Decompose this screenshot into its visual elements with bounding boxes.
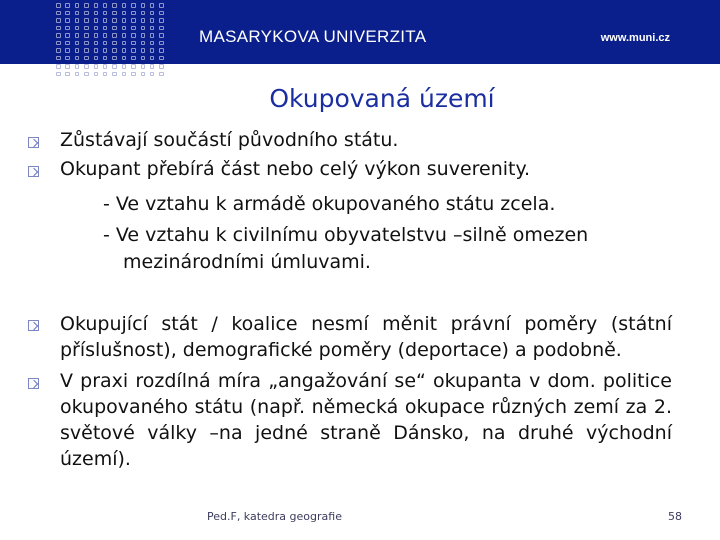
sub-item: - Ve vztahu k armádě okupovaného státu zcela.	[103, 193, 556, 215]
logo-dot	[75, 18, 80, 23]
logo-dot	[159, 41, 164, 46]
logo-dot	[141, 18, 146, 23]
logo-dot	[159, 64, 164, 69]
logo-dot	[112, 72, 117, 77]
sub-item-continuation: mezinárodními úmluvami.	[123, 251, 371, 273]
logo-dot	[150, 72, 155, 77]
logo-dot	[122, 26, 127, 31]
logo-dot	[112, 3, 117, 8]
logo-dot	[122, 33, 127, 38]
logo-dot	[84, 41, 89, 46]
logo-dot	[150, 41, 155, 46]
logo-dot	[131, 41, 136, 46]
logo-dot	[150, 3, 155, 8]
logo-dot	[56, 56, 61, 61]
paragraph: V praxi rozdílná míra „angažování se“ okupanta v dom. politice okupovaného státu (např. německá okupace různých zemí za 2. světové války –na jedné straně Dánsko, na druhé východní území).	[60, 370, 672, 470]
logo-dot	[159, 48, 164, 53]
logo-dot	[141, 56, 146, 61]
logo-dot	[131, 64, 136, 69]
logo-dot	[141, 64, 146, 69]
logo-dot	[94, 18, 99, 23]
bullet-icon	[28, 137, 39, 148]
logo-dot	[141, 72, 146, 77]
university-name: MASARYKOVA UNIVERZITA	[199, 27, 427, 46]
logo-dot	[94, 48, 99, 53]
logo-dot	[131, 56, 136, 61]
logo-dot	[103, 18, 108, 23]
logo-dot	[131, 26, 136, 31]
bullet-icon	[28, 166, 39, 177]
logo-dot	[122, 18, 127, 23]
bullet-text: Okupant přebírá část nebo celý výkon suverenity.	[60, 158, 531, 180]
logo-dot	[94, 26, 99, 31]
logo-dot	[131, 11, 136, 16]
logo-dot	[75, 33, 80, 38]
logo-dot	[159, 56, 164, 61]
logo-dot	[65, 33, 70, 38]
header-bar	[0, 0, 720, 64]
logo-dot	[94, 33, 99, 38]
logo-dot	[150, 26, 155, 31]
logo-dot	[65, 41, 70, 46]
logo-dot	[159, 3, 164, 8]
website-link[interactable]: www.muni.cz	[600, 32, 670, 44]
logo-dot	[84, 64, 89, 69]
logo-dot	[150, 11, 155, 16]
logo-dot	[131, 18, 136, 23]
logo-dot	[103, 56, 108, 61]
slide-title: Okupovaná území	[269, 84, 495, 113]
page-number: 58	[668, 510, 682, 523]
logo-dot	[75, 64, 80, 69]
logo-dot	[141, 48, 146, 53]
logo-dot	[122, 48, 127, 53]
logo-dot	[84, 48, 89, 53]
logo-dot	[65, 26, 70, 31]
logo-dot	[103, 41, 108, 46]
logo-dot	[103, 72, 108, 77]
logo-dot	[141, 26, 146, 31]
logo-dot	[56, 41, 61, 46]
logo-dot	[112, 26, 117, 31]
logo-dot	[75, 72, 80, 77]
logo-dot	[131, 72, 136, 77]
logo-dot-pattern-lower	[56, 64, 168, 78]
logo-dot	[131, 48, 136, 53]
logo-dot	[84, 56, 89, 61]
logo-dot	[56, 48, 61, 53]
footer-text: Ped.F, katedra geografie	[207, 510, 342, 523]
logo-dot	[56, 64, 61, 69]
logo-dot	[131, 3, 136, 8]
logo-dot	[112, 48, 117, 53]
logo-dot	[103, 48, 108, 53]
logo-dot	[75, 56, 80, 61]
bullet-icon	[28, 378, 39, 389]
logo-dot	[94, 72, 99, 77]
logo-dot	[65, 3, 70, 8]
logo-dot	[65, 18, 70, 23]
logo-dot	[75, 26, 80, 31]
logo-dot	[159, 26, 164, 31]
logo-dot	[84, 26, 89, 31]
logo-dot	[103, 26, 108, 31]
bullet-text: Zůstávají součástí původního státu.	[60, 129, 399, 151]
logo-dot	[65, 64, 70, 69]
logo-dot	[94, 11, 99, 16]
logo-dot	[75, 11, 80, 16]
logo-dot	[141, 41, 146, 46]
logo-dot	[84, 11, 89, 16]
logo-dot	[159, 18, 164, 23]
logo-dot	[103, 64, 108, 69]
bullet-icon	[28, 320, 39, 331]
logo-dot	[122, 64, 127, 69]
logo-dot	[94, 56, 99, 61]
logo-dot	[112, 64, 117, 69]
logo-dot	[94, 41, 99, 46]
logo-dot	[94, 3, 99, 8]
logo-dot	[112, 11, 117, 16]
logo-dot	[75, 41, 80, 46]
logo-dot	[150, 56, 155, 61]
logo-dot	[56, 26, 61, 31]
logo-dot	[141, 33, 146, 38]
logo-dot	[65, 11, 70, 16]
logo-dot	[103, 3, 108, 8]
logo-dot	[112, 18, 117, 23]
logo-dot	[75, 3, 80, 8]
logo-dot	[131, 33, 136, 38]
logo-dot	[112, 56, 117, 61]
logo-dot	[141, 3, 146, 8]
logo-dot	[56, 18, 61, 23]
logo-dot	[159, 72, 164, 77]
logo-dot	[84, 18, 89, 23]
logo-dot	[150, 48, 155, 53]
logo-dot	[122, 11, 127, 16]
logo-dot	[56, 72, 61, 77]
logo-dot	[150, 18, 155, 23]
logo-dot	[56, 3, 61, 8]
logo-dot	[65, 48, 70, 53]
logo-dot	[122, 41, 127, 46]
logo-dot	[141, 11, 146, 16]
logo-dot	[84, 3, 89, 8]
sub-item: - Ve vztahu k civilnímu obyvatelstvu –silně omezen	[103, 224, 589, 246]
logo-dot	[65, 72, 70, 77]
logo-dot	[75, 48, 80, 53]
logo-dot	[122, 56, 127, 61]
logo-dot	[122, 72, 127, 77]
logo-dot	[112, 41, 117, 46]
logo-dot	[150, 64, 155, 69]
logo-dot-pattern	[56, 3, 168, 64]
logo-dot	[65, 56, 70, 61]
logo-dot	[94, 64, 99, 69]
logo-dot	[56, 11, 61, 16]
logo-dot	[159, 33, 164, 38]
logo-dot	[122, 3, 127, 8]
paragraph: Okupující stát / koalice nesmí měnit právní poměry (státní příslušnost), demografické poměry (deportace) a podobně.	[60, 313, 672, 361]
logo-dot	[56, 33, 61, 38]
logo-dot	[150, 33, 155, 38]
logo-dot	[84, 72, 89, 77]
logo-dot	[103, 11, 108, 16]
logo-dot	[84, 33, 89, 38]
logo-dot	[103, 33, 108, 38]
logo-dot	[159, 11, 164, 16]
logo-dot	[112, 33, 117, 38]
